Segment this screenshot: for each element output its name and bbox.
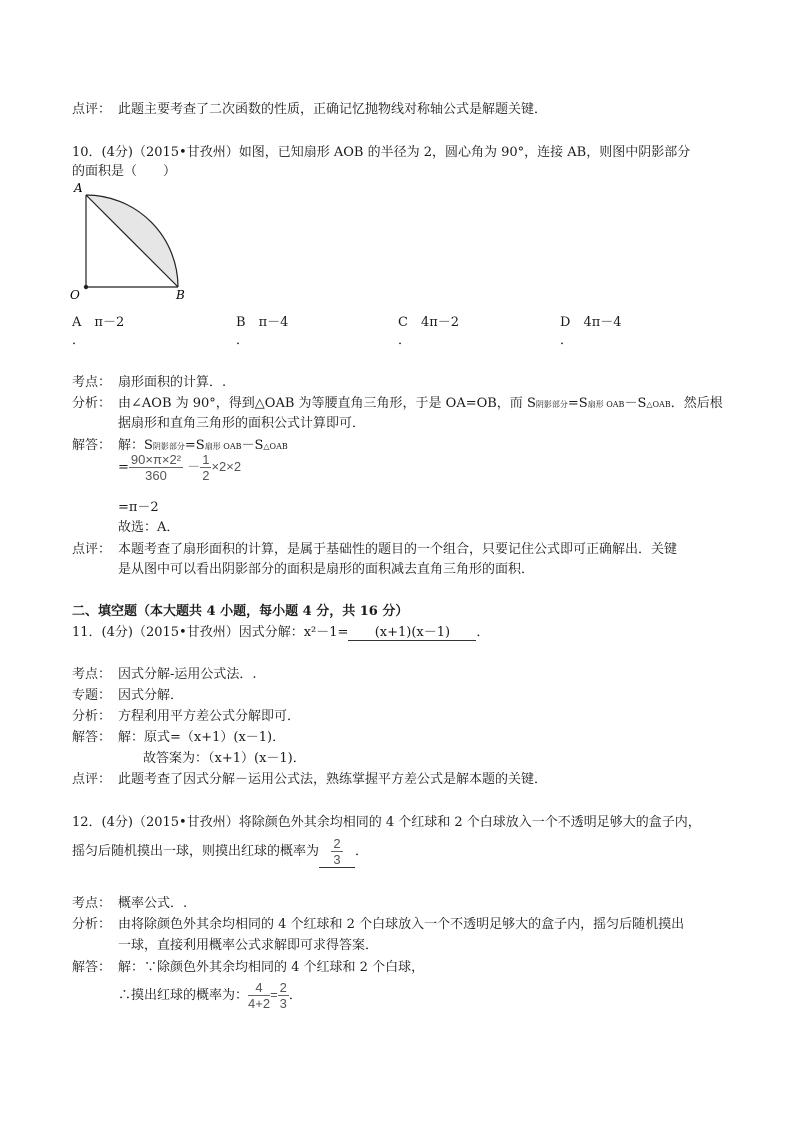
q11-stem: 11．(4分)（2015•甘孜州）因式分解：x²－1= (x+1)(x－1) ． xyxy=(72,621,489,641)
sector-figure xyxy=(68,180,198,305)
q10-jieda-line4: 故选：A． xyxy=(118,520,180,535)
q12-kaodian-text: 概率公式．. xyxy=(118,896,188,911)
q10-kaodian-label: 考点： xyxy=(72,375,112,390)
q12-jieda-label: 解答： xyxy=(72,960,112,975)
option-d-dot: ． xyxy=(560,333,574,348)
label-a: A xyxy=(74,181,83,195)
q12-fenxi-line1: 由将除颜色外其余均相同的 4 个红球和 2 个白球放入一个不透明足够大的盒子内，摇匀后随机摸出 xyxy=(118,917,685,932)
option-b-dot: ． xyxy=(236,333,250,348)
q11-jieda-label: 解答： xyxy=(72,730,112,745)
q11-dianping-label: 点评： xyxy=(72,772,112,787)
q11-kaodian-text: 因式分解-运用公式法．. xyxy=(118,667,257,682)
option-a[interactable]: A π－2 xyxy=(72,315,125,330)
q10-jieda-label: 解答： xyxy=(72,438,112,453)
q10-jieda-line3: =π－2 xyxy=(118,500,159,515)
q12-stem-line2: 摇匀后随机摸出一球，则摸出红球的概率为 $\frac{2}{3}$ ． xyxy=(72,836,369,867)
fraction-2-over-3: $\frac{2}{3}$ xyxy=(279,980,287,1011)
fraction-half: $\frac{1}{2}$ xyxy=(202,452,210,483)
q12-kaodian-label: 考点： xyxy=(72,896,112,911)
q12-answer-blank xyxy=(319,836,355,868)
q10-kaodian-text: 扇形面积的计算．. xyxy=(118,375,227,390)
q10-dianping-line2: 是从图中可以看出阴影部分的面积是扇形的面积减去直角三角形的面积． xyxy=(118,562,535,577)
q12-fenxi-line2: 一球，直接利用概率公式求解即可求得答案． xyxy=(118,938,379,953)
q11-kaodian-label: 考点： xyxy=(72,667,112,682)
q11-fenxi-text: 方程利用平方差公式分解即可． xyxy=(118,709,301,724)
q10-fenxi-line2: 据扇形和直角三角形的面积公式计算即可． xyxy=(118,416,366,431)
q11-zhuanti-text: 因式分解． xyxy=(118,688,184,703)
q10-jieda-formula: = $\frac{\text{90×π×2²}}{360}$ － $\frac{1}{2}$ ×2×2 xyxy=(118,452,242,483)
q10-dianping-line1: 本题考查了扇形面积的计算，是属于基础性的题目的一个组合，只要记住公式即可正确解出．关键 xyxy=(118,542,678,557)
prev-comment-label: 点评： xyxy=(72,102,112,117)
option-c[interactable]: C 4π－2 xyxy=(398,315,460,330)
q12-fenxi-label: 分析： xyxy=(72,917,112,932)
option-b[interactable]: B π－4 xyxy=(236,315,289,330)
q11-jieda-line1: 解：原式=（x+1）(x－1)． xyxy=(118,730,286,745)
q12-stem-line1: 12．(4分)（2015•甘孜州）将除颜色外其余均相同的 4 个红球和 2 个白球放入一个不透明足够大的盒子内， xyxy=(72,815,701,830)
q10-stem-line2: 的面积是（ ） xyxy=(72,164,177,179)
q11-fenxi-label: 分析： xyxy=(72,709,112,724)
center-point xyxy=(84,285,88,289)
option-d[interactable]: D 4π－4 xyxy=(560,315,622,330)
q11-zhuanti-label: 专题： xyxy=(72,688,112,703)
q12-jieda-line1: 解：∵除颜色外其余均相同的 4 个红球和 2 个白球， xyxy=(118,960,425,975)
q10-stem-line1: 10．(4分)（2015•甘孜州）如图，已知扇形 AOB 的半径为 2，圆心角为 90°，连接 AB，则图中阴影部分 xyxy=(72,145,691,160)
q11-jieda-line2: 故答案为：（x+1）(x－1)． xyxy=(143,751,306,766)
option-c-dot: ． xyxy=(398,333,412,348)
q10-fenxi-line1: 由∠AOB 为 90°，得到△OAB 为等腰直角三角形，于是 OA=OB，而 S阴影部分=S扇形 OAB－S△OAB．然后根 xyxy=(118,396,723,411)
q11-dianping-text: 此题考查了因式分解－运用公式法，熟练掌握平方差公式是解本题的关键． xyxy=(118,772,548,787)
q10-dianping-label: 点评： xyxy=(72,542,112,557)
q10-fenxi-label: 分析： xyxy=(72,396,112,411)
label-o: O xyxy=(70,288,80,302)
q11-answer-blank: (x+1)(x－1) xyxy=(348,621,476,641)
q12-jieda-line2: ∴摸出红球的概率为： $\frac{4}{4+2}$ = $\frac{2}{3}$ ． xyxy=(118,980,302,1011)
fraction-4-over-6: $\frac{4}{4+2}$ xyxy=(248,980,271,1011)
option-a-dot: ． xyxy=(72,333,86,348)
q10-jieda-line1: 解：S阴影部分=S扇形 OAB－S△OAB xyxy=(118,438,288,453)
section2-title: 二、填空题（本大题共 4 小题，每小题 4 分，共 16 分） xyxy=(72,604,409,619)
q12-answer-fraction: $\frac{2}{3}$ xyxy=(333,836,341,867)
fraction-sector: $\frac{\text{90×π×2²}}{360}$ xyxy=(130,452,182,483)
prev-comment-text: 此题主要考查了二次函数的性质，正确记忆抛物线对称轴公式是解题关键． xyxy=(118,102,548,117)
label-b: B xyxy=(176,288,185,302)
